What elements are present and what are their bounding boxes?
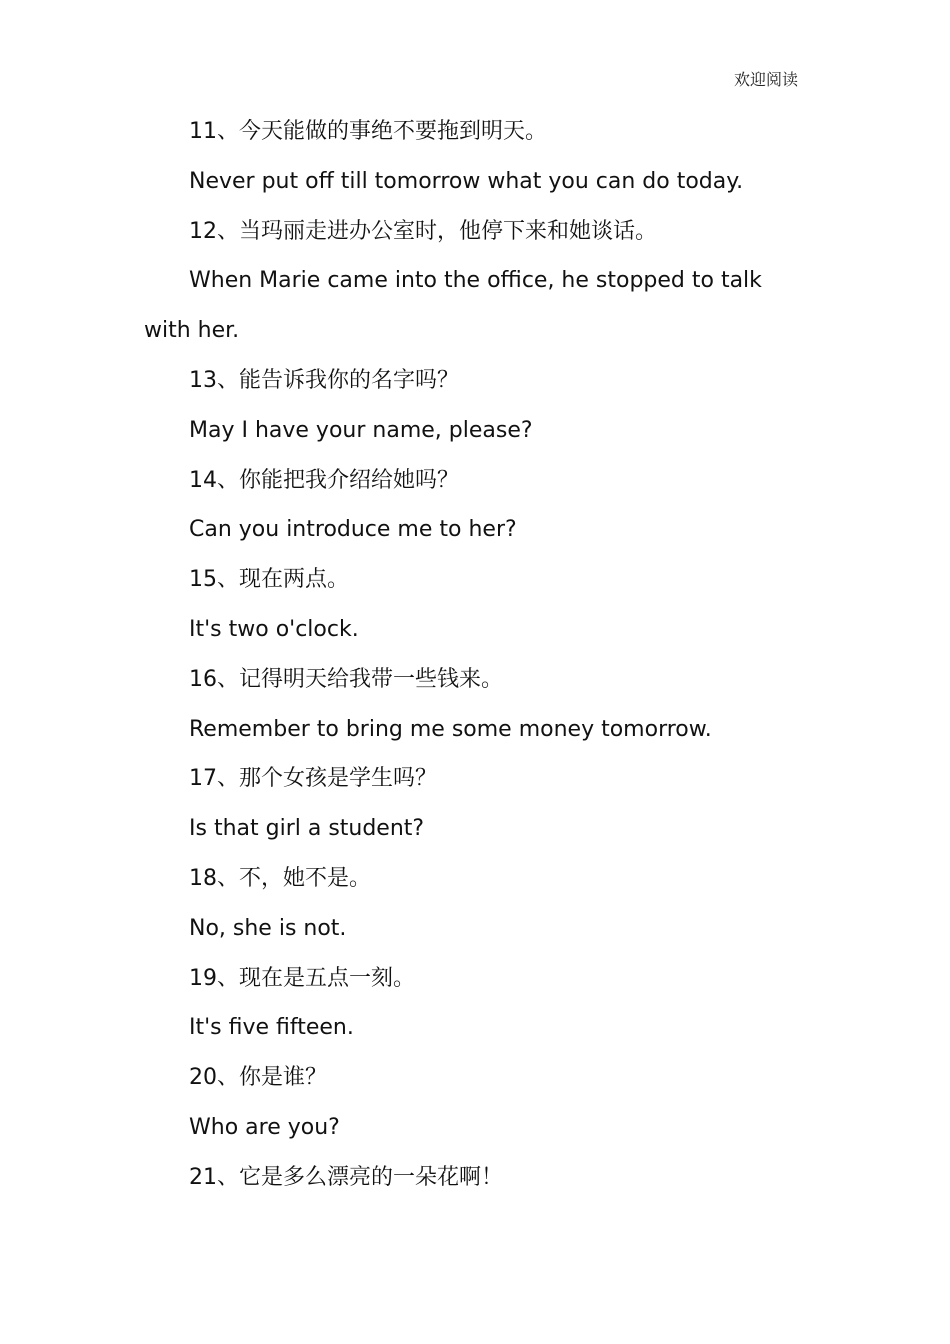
sentence-line: When Marie came into the office, he stopped to talk with her. — [144, 268, 762, 344]
page-header: 欢迎阅读 — [733, 70, 798, 89]
sentence-line: No, she is not. — [189, 915, 347, 941]
sentence-line: It's five fifteen. — [189, 1015, 354, 1041]
sentence-line: 14、你能把我介绍给她吗？ — [189, 467, 459, 493]
sentence-line: 15、现在两点。 — [189, 567, 349, 593]
sentence-line: 20、你是谁？ — [189, 1065, 327, 1091]
sentence-line: May I have your name, please? — [189, 417, 533, 443]
sentence-line: Is that girl a student? — [189, 816, 425, 842]
document-body — [144, 107, 808, 1203]
sentence-line: 16、记得明天给我带一些钱来。 — [189, 666, 503, 692]
sentence-line: Remember to bring me some money tomorrow. — [189, 716, 712, 742]
sentence-line: 13、能告诉我你的名字吗？ — [189, 367, 459, 393]
sentence-line: 17、那个女孩是学生吗？ — [189, 766, 437, 792]
sentence-line: 11、今天能做的事绝不要拖到明天。 — [189, 119, 547, 144]
sentence-line: 18、不，她不是。 — [189, 865, 371, 891]
sentence-line: It's two o'clock. — [189, 616, 359, 642]
sentence-line: Who are you? — [189, 1114, 340, 1140]
sentence-line: 21、它是多么漂亮的一朵花啊！ — [189, 1164, 503, 1190]
sentence-line: 12、当玛丽走进办公室时，他停下来和她谈话。 — [189, 218, 657, 244]
sentence-line: 19、现在是五点一刻。 — [189, 965, 415, 991]
sentence-line: Can you introduce me to her? — [189, 517, 517, 543]
sentence-line: Never put off till tomorrow what you can do today. — [189, 168, 744, 194]
